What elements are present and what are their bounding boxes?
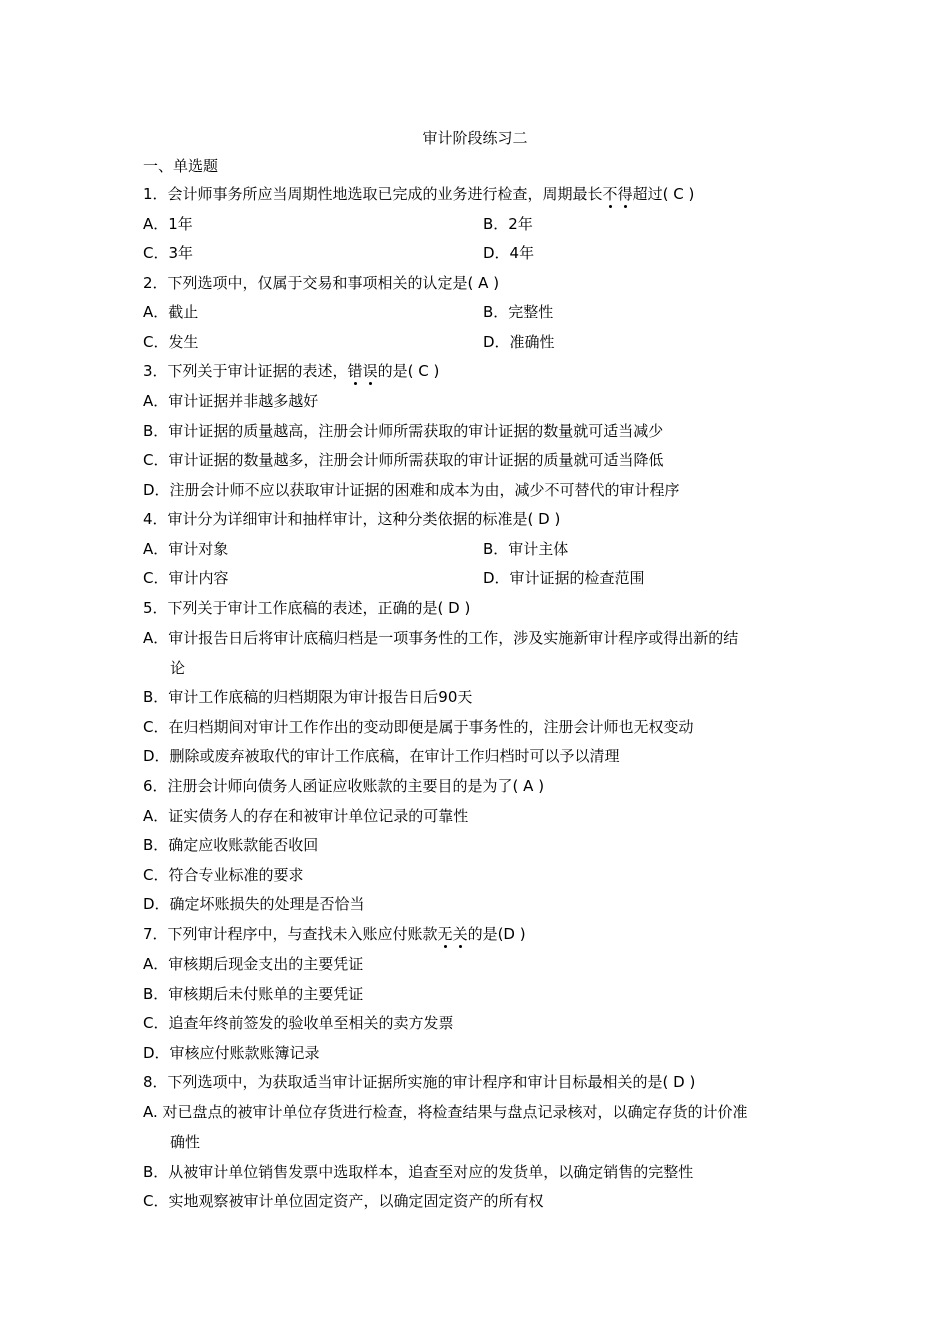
question-3-stem: [143, 360, 439, 382]
question-4-option-d: D．审计证据的检查范围: [483, 569, 645, 587]
emphasis-char: 误: [362, 362, 378, 380]
emphasis-char: 得: [617, 185, 633, 203]
question-7-stem: [143, 923, 526, 945]
question-3-option-c: C．审计证据的数量越多，注册会计师所需获取的审计证据的质量就可适当降低: [143, 451, 664, 469]
question-2-option-d: D．准确性: [483, 333, 555, 351]
page-title: 审计阶段练习二: [422, 129, 528, 147]
question-7-option-a: A．审核期后现金支出的主要凭证: [143, 955, 364, 973]
question-8-option-a: A. 对已盘点的被审计单位存货进行检查，将检查结果与盘点记录核对，以确定存货的计价准: [143, 1103, 748, 1121]
question-5-stem: 5．下列关于审计工作底稿的表述，正确的是( D ): [143, 599, 471, 617]
question-3-option-d: D．注册会计师不应以获取审计证据的困难和成本为由，减少不可替代的审计程序: [143, 481, 680, 499]
question-4-stem: 4．审计分为详细审计和抽样审计，这种分类依据的标准是( D ): [143, 510, 561, 528]
question-6-option-d: D．确定坏账损失的处理是否恰当: [143, 895, 365, 913]
stem-text: 超过( C ): [632, 185, 695, 203]
question-7-option-b: B．审核期后未付账单的主要凭证: [143, 985, 364, 1003]
question-3-option-a: A．审计证据并非越多越好: [143, 392, 319, 410]
question-2-stem: 2．下列选项中，仅属于交易和事项相关的认定是( A ): [143, 274, 500, 292]
emphasis-char: 关: [452, 925, 468, 943]
question-4-option-a: A．审计对象: [143, 540, 229, 558]
question-6-stem: 6．注册会计师向债务人函证应收账款的主要目的是为了( A ): [143, 777, 545, 795]
question-2-option-a: A．截止: [143, 303, 199, 321]
question-5-option-c: C．在归档期间对审计工作作出的变动即便是属于事务性的，注册会计师也无权变动: [143, 718, 694, 736]
emphasis-char: 错: [347, 362, 363, 380]
question-8-option-c: C．实地观察被审计单位固定资产，以确定固定资产的所有权: [143, 1192, 544, 1210]
question-6-option-a: A．证实债务人的存在和被审计单位记录的可靠性: [143, 807, 469, 825]
question-1-stem: [143, 183, 694, 205]
question-1-option-b: B．2年: [483, 215, 533, 233]
question-1-option-a: A．1年: [143, 215, 193, 233]
stem-text: 1．会计师事务所应当周期性地选取已完成的业务进行检查，周期最长: [143, 185, 603, 203]
emphasis-char: 不: [602, 185, 618, 203]
question-4-option-c: C．审计内容: [143, 569, 229, 587]
question-7-option-c: C．追查年终前签发的验收单至相关的卖方发票: [143, 1014, 454, 1032]
question-5-option-a: A．审计报告日后将审计底稿归档是一项事务性的工作，涉及实施新审计程序或得出新的结: [143, 629, 739, 647]
question-1-option-d: D．4年: [483, 244, 535, 262]
stem-text: 的是( C ): [377, 362, 440, 380]
question-6-option-b: B．确定应收账款能否收回: [143, 836, 319, 854]
question-2-option-c: C．发生: [143, 333, 199, 351]
question-6-option-c: C．符合专业标准的要求: [143, 866, 304, 884]
question-8-option-b: B．从被审计单位销售发票中选取样本，追查至对应的发货单，以确定销售的完整性: [143, 1163, 694, 1181]
question-5-option-a-cont: 论: [170, 659, 186, 677]
stem-text: 3．下列关于审计证据的表述，: [143, 362, 348, 380]
section-heading: 一、单选题: [143, 157, 219, 175]
stem-text: 7．下列审计程序中，与查找未入账应付账款: [143, 925, 438, 943]
stem-text: 的是(D ): [467, 925, 526, 943]
emphasis-char: 无: [437, 925, 453, 943]
question-8-option-a-cont: 确性: [170, 1133, 201, 1151]
question-1-option-c: C．3年: [143, 244, 194, 262]
question-5-option-b: B．审计工作底稿的归档期限为审计报告日后90天: [143, 688, 473, 706]
question-2-option-b: B．完整性: [483, 303, 554, 321]
question-8-stem: 8．下列选项中，为获取适当审计证据所实施的审计程序和审计目标最相关的是( D ): [143, 1073, 696, 1091]
question-5-option-d: D．删除或废弃被取代的审计工作底稿，在审计工作归档时可以予以清理: [143, 747, 620, 765]
question-7-option-d: D．审核应付账款账簿记录: [143, 1044, 320, 1062]
question-4-option-b: B．审计主体: [483, 540, 569, 558]
question-3-option-b: B．审计证据的质量越高，注册会计师所需获取的审计证据的数量就可适当减少: [143, 422, 664, 440]
